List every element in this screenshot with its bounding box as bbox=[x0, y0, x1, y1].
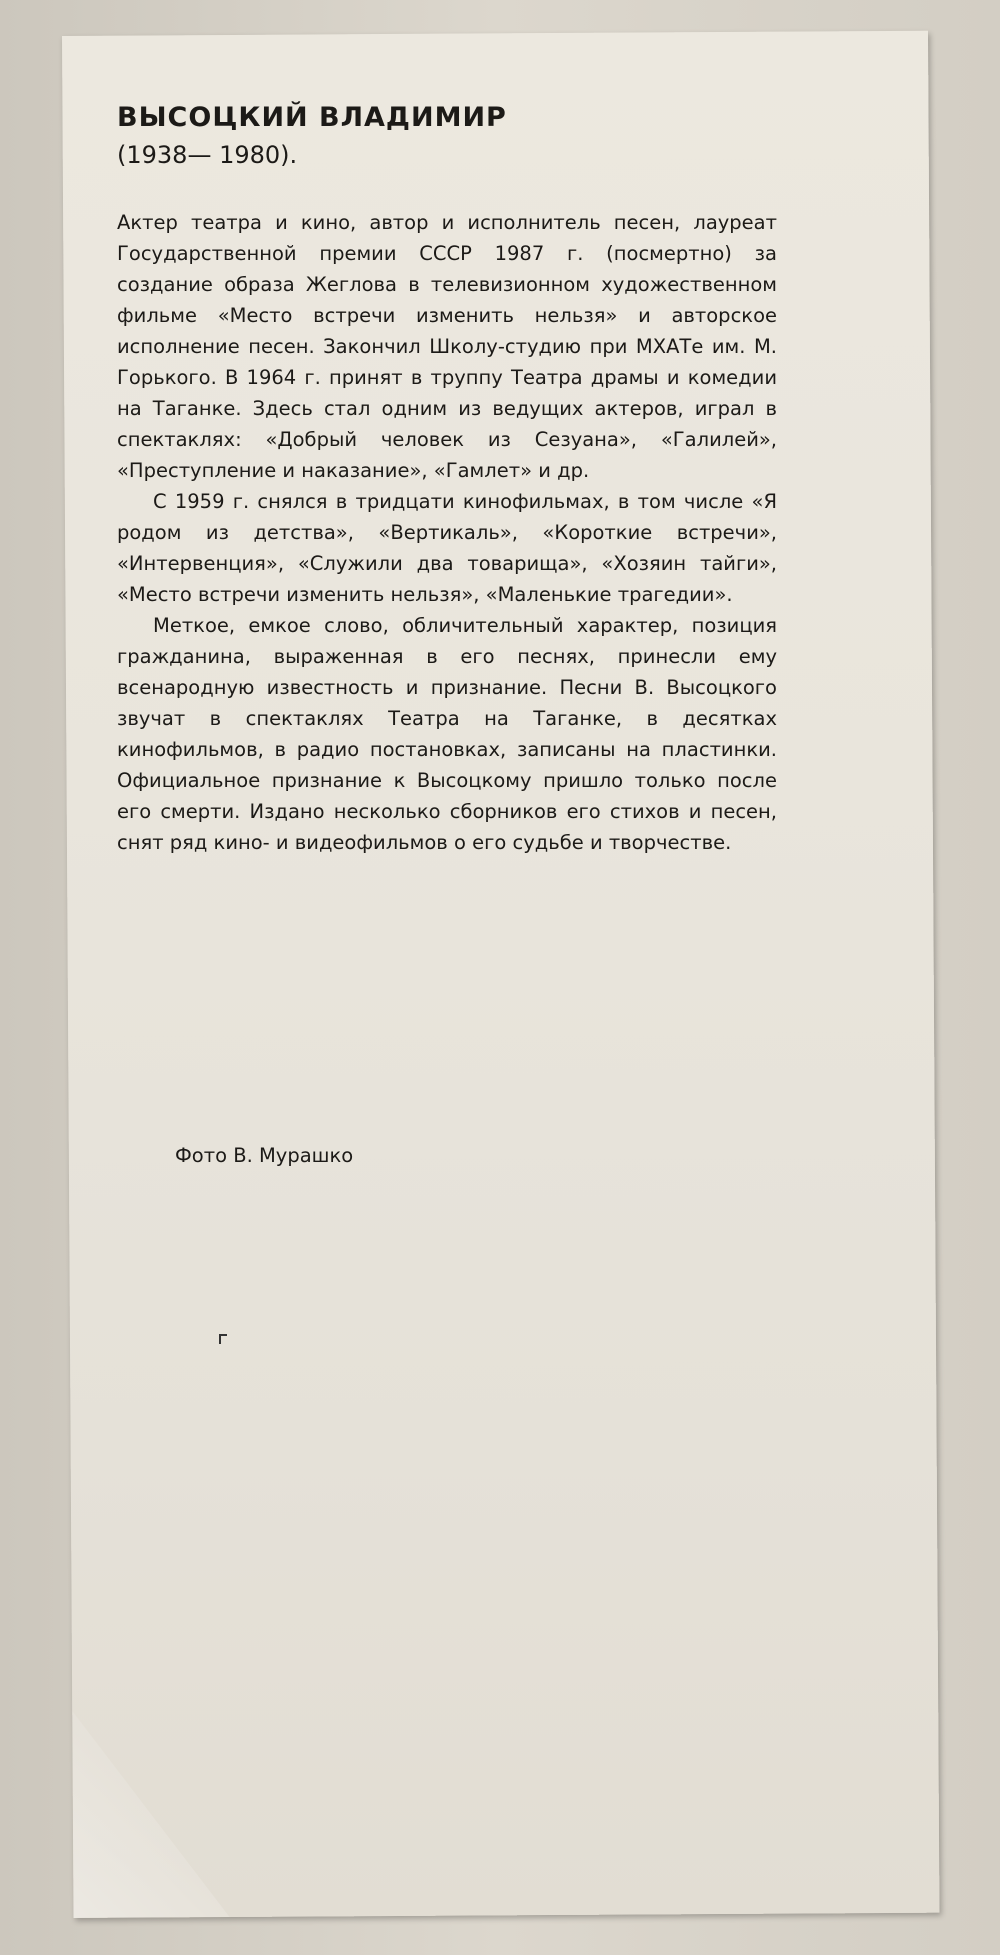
paragraph-films: С 1959 г. снялся в тридцати кинофильмах, в том числе «Я родом из детства», «Вертикаль», «Короткие встречи», «Интервенция», «Служили два товарища», «Хозяин тайги», «Место встречи изменить нельзя», «Маленькие трагедии». bbox=[117, 490, 777, 606]
folded-corner bbox=[72, 1686, 333, 1918]
paragraph-legacy: Меткое, емкое слово, обличительный характер, позиция гражданина, выраженная в его песнях, принесли ему всенародную известность и признание. Песни В. Высоцкого звучат в спектаклях Театра на Таганке, в десятках кинофильмов, в радио постановках, записаны на пластинки. Официальное признание к Высоцкому пришло только после его смерти. Издано несколько сборников его стихов и песен, снят ряд кино- и видеофильмов о его судьбе и творчестве. bbox=[117, 614, 777, 854]
biography-body bbox=[117, 207, 777, 858]
person-name-heading: ВЫСОЦКИЙ ВЛАДИМИР bbox=[117, 102, 507, 133]
life-dates: (1938— 1980). bbox=[117, 141, 298, 169]
paragraph-career: Актер театра и кино, автор и исполнитель песен, лауреат Государственной премии СССР 1987 г. (посмертно) за создание образа Жеглова в телевизионном художественном фильме «Место встречи изменить нельзя» и авторское исполнение песен. Закончил Школу-студию при МХАТе им. М. Горького. В 1964 г. принят в труппу Театра драмы и комедии на Таганке. Здесь стал одним из ведущих актеров, играл в спектаклях: «Добрый человек из Сезуана», «Галилей», «Преступление и наказание», «Гамлет» и др. bbox=[117, 211, 777, 482]
pencil-mark bbox=[219, 1334, 227, 1344]
biography-text-block bbox=[117, 101, 777, 858]
photo-credit: Фото В. Мурашко bbox=[175, 1144, 354, 1167]
